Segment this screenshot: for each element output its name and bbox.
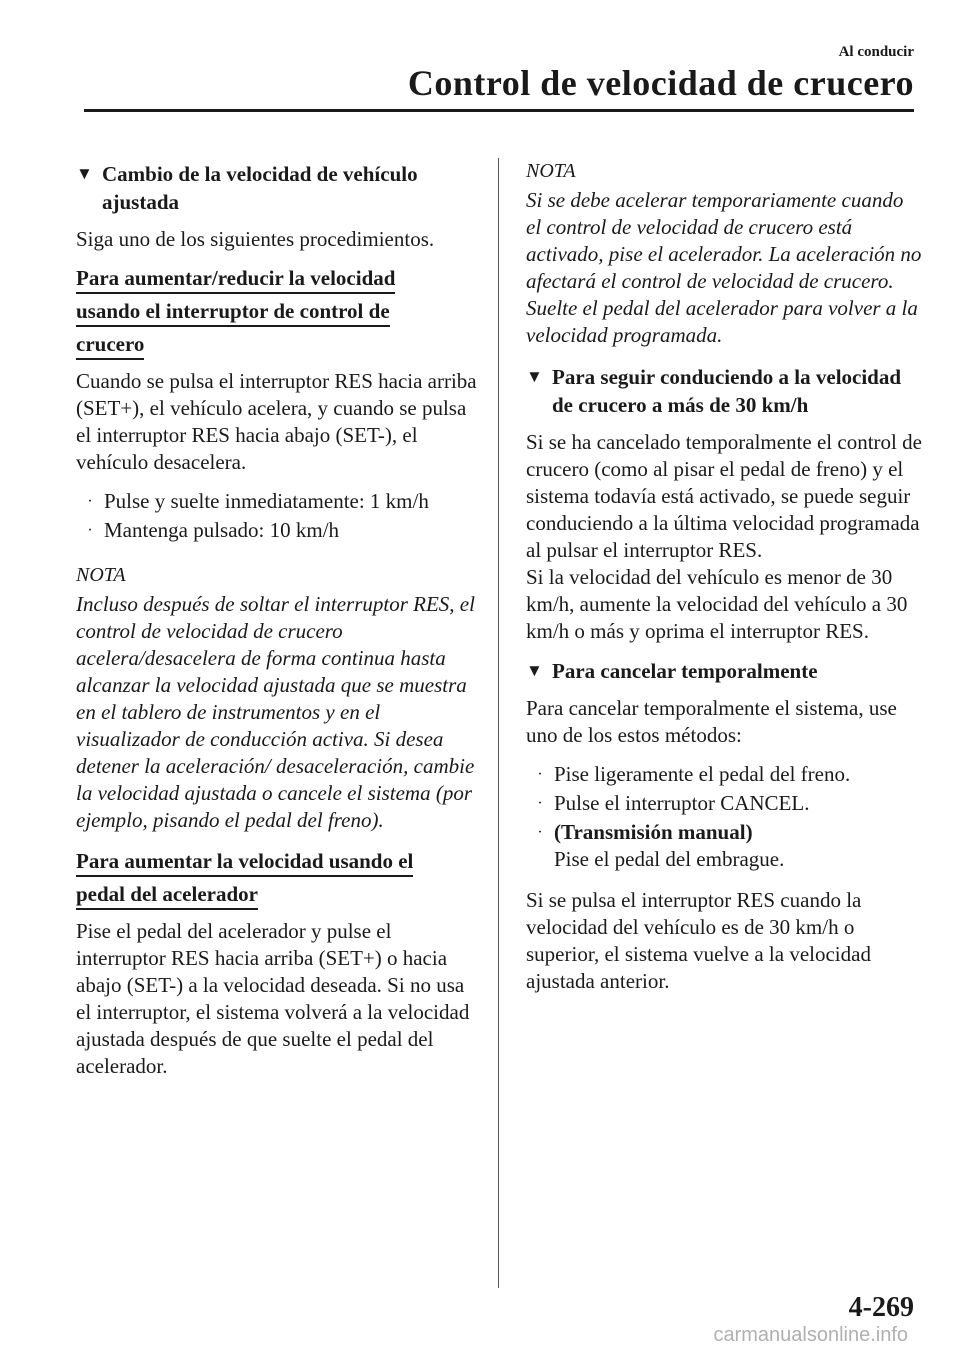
triangle-down-icon: ▼: [526, 367, 543, 386]
section-heading: [76, 160, 478, 216]
page-number: 4-269: [848, 1292, 914, 1323]
paragraph: Pise el pedal del acelerador y pulse el interruptor RES hacia arriba (SET+) o hacia abajo (SET-) a la velocidad deseada. Si no usa el interruptor, el sistema volverá a la velocidad ajustada después de que suelte el pedal del acelerador.: [76, 919, 470, 1078]
bullet-dot-icon: ·: [87, 493, 93, 510]
section-heading: [526, 363, 922, 419]
bullet-dot-icon: ·: [87, 522, 93, 539]
subheading-line: Para aumentar la velocidad usando el: [76, 849, 413, 877]
subheading-line: Para aumentar/reducir la velocidad: [76, 266, 395, 294]
list-item: · Pulse y suelte inmediatamente: 1 km/h: [76, 488, 478, 515]
bullet-dot-icon: ·: [537, 795, 543, 812]
subheading-line: pedal del acelerador: [76, 882, 258, 910]
paragraph: Si se pulsa el interruptor RES cuando la velocidad del vehículo es de 30 km/h o superior, el sistema vuelve a la velocidad ajustada anterior.: [526, 888, 871, 993]
section-label: Al conducir: [838, 44, 914, 60]
intro-paragraph: Siga uno de los siguientes procedimientos.: [76, 227, 435, 251]
triangle-down-icon: ▼: [76, 164, 93, 183]
paragraph: Para cancelar temporalmente el sistema, use uno de los estos métodos:: [526, 696, 897, 747]
header-rule: [84, 109, 914, 112]
subheading-switch: [76, 265, 478, 358]
page-title: Control de velocidad de crucero: [407, 63, 914, 103]
left-column: [76, 158, 478, 1092]
subheading-accelerator: [76, 848, 478, 908]
note-text: Incluso después de soltar el interruptor RES, el control de velocidad de crucero acelera/desacelera de forma continua hasta alcanzar la velocidad ajustada que se muestra en el tablero de instrumentos y en el visualizador de conducción activa. Si desea detener la aceleración/ desaceleración, cambie la velocidad ajustada o cancele el sistema (por ejemplo, pisando el pedal del freno).: [76, 592, 475, 832]
right-column: [526, 158, 922, 1007]
list-item: · Pise ligeramente el pedal del freno.: [526, 761, 922, 788]
note-text: Si se debe acelerar temporariamente cuando el control de velocidad de crucero está activado, pise el acelerador. La aceleración no afectará el control de velocidad de crucero. Suelte el pedal del acelerador para volver a la velocidad programada.: [526, 188, 922, 347]
paragraph: Si la velocidad del vehículo es menor de 30 km/h, aumente la velocidad del vehículo a 30 km/h o más y oprima el interruptor RES.: [526, 565, 908, 643]
subheading-line: usando el interruptor de control de: [76, 299, 390, 327]
list-item: · Pulse el interruptor CANCEL.: [526, 790, 922, 817]
bullet-list: [526, 761, 922, 873]
column-divider: [498, 158, 499, 1288]
heading-text: Cambio de la velocidad de vehículo ajustada: [102, 162, 418, 214]
note-label: NOTA: [76, 564, 126, 586]
triangle-down-icon: ▼: [526, 661, 543, 680]
bullet-text: Pise el pedal del embrague.: [554, 847, 785, 871]
paragraph: Cuando se pulsa el interruptor RES hacia arriba (SET+), el vehículo acelera, y cuando se pulsa el interruptor RES hacia abajo (SET-), el vehículo desacelera.: [76, 369, 477, 474]
bullet-dot-icon: ·: [537, 824, 543, 841]
subheading-line: crucero: [76, 332, 144, 360]
list-item: · Mantenga pulsado: 10 km/h: [76, 517, 478, 544]
heading-text: Para cancelar temporalmente: [552, 659, 818, 683]
watermark: carmanualsonline.info: [713, 1324, 908, 1346]
heading-text: Para seguir conduciendo a la velocidad de crucero a más de 30 km/h: [552, 365, 902, 417]
paragraph: Si se ha cancelado temporalmente el control de crucero (como al pisar el pedal de freno) y el sistema todavía está activado, se puede seguir conduciendo a la última velocidad programada al pulsar el interruptor RES.: [526, 430, 922, 562]
note-label: NOTA: [526, 160, 576, 182]
bullet-dot-icon: ·: [537, 766, 543, 783]
list-item: [526, 819, 922, 873]
section-heading: [526, 657, 922, 685]
bullet-list: [76, 488, 478, 544]
bullet-bold-label: (Transmisión manual): [554, 820, 753, 844]
